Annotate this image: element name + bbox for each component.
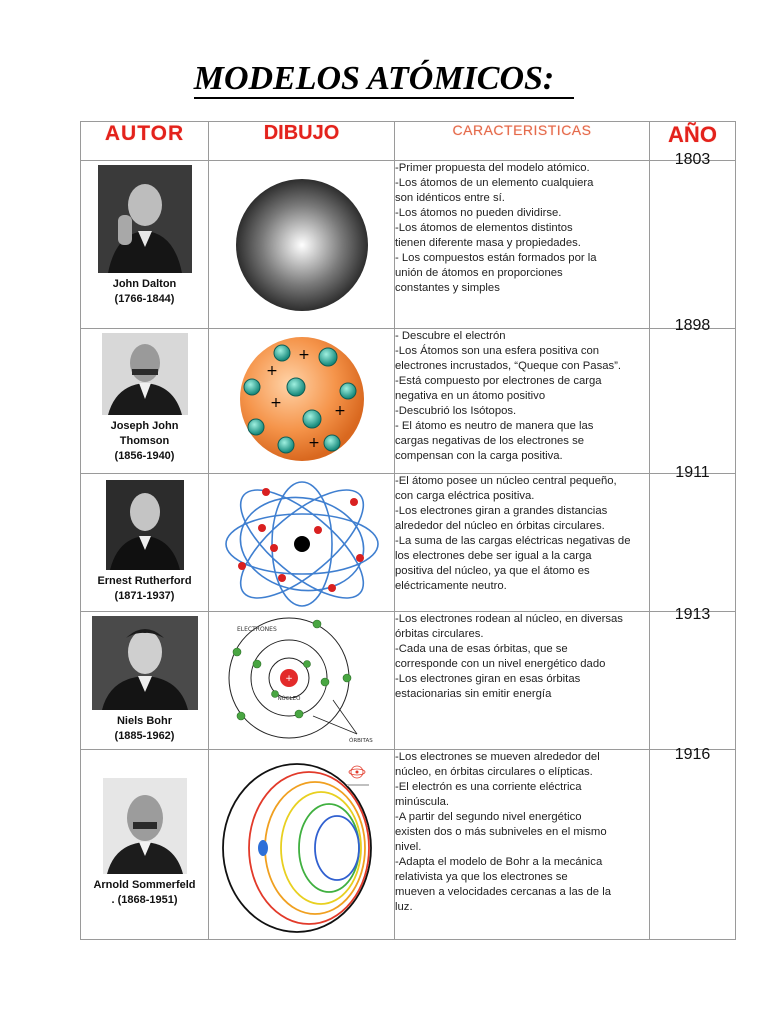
svg-text:+: + xyxy=(269,395,282,411)
bohr-model-icon xyxy=(217,616,387,746)
orbital-atom-icon xyxy=(222,478,382,608)
svg-text:+: + xyxy=(307,435,320,451)
table-row-thomson xyxy=(81,329,736,474)
rutherford-portrait xyxy=(106,480,184,570)
header-caracteristicas: CARACTERISTICAS xyxy=(395,122,650,161)
header-autor: AUTOR xyxy=(81,122,209,161)
dalton-portrait xyxy=(98,165,192,273)
header-anio: AÑO xyxy=(650,122,736,161)
plum-pudding-icon xyxy=(232,335,372,465)
bohr-drawing xyxy=(209,612,395,750)
elliptical-orbits-icon xyxy=(217,756,387,936)
characteristics-cell: -El átomo posee un núcleo central pequeño, con carga eléctrica positiva. -Los electrones giran a grandes distancias alrededor del núcleo en órbitas circulares. -La suma de las cargas eléctricas negativas de los electrones debe ser igual a la carga positiva del núcleo, ya que el átomo es eléctricamente neutro. xyxy=(395,474,650,612)
characteristics-cell: -Los electrones se mueven alrededor del núcleo, en órbitas circulares o elípticas. -El electrón es una corriente eléctrica minúscula. -A partir del segundo nivel energético existen dos o más subniveles en el mismo nivel. -Adapta el modelo de Bohr a la mecánica relativista ya que los electrones se mueven a velocidades cercanas a las de la luz. xyxy=(395,750,650,940)
table-row-bohr xyxy=(81,612,736,750)
svg-text:+: + xyxy=(333,403,346,419)
author-cell xyxy=(81,329,209,474)
table-row-sommerfeld xyxy=(81,750,736,940)
electrones-label: ELECTRONES xyxy=(236,626,277,633)
characteristics-cell: -Primer propuesta del modelo atómico. -Los átomos de un elemento cualquiera son idénticos entre sí. -Los átomos no pueden dividirse. -Los átomos de elementos distintos tienen diferente masa y propiedades. - Los compuestos están formados por la unión de átomos en proporciones constantes y simples xyxy=(395,161,650,329)
solid-sphere-icon xyxy=(232,175,372,315)
author-name: Niels Bohr (1885-1962) xyxy=(114,715,175,742)
author-cell xyxy=(81,161,209,329)
page-title-text: MODELOS ATÓMICOS: xyxy=(194,60,575,99)
atomic-models-table xyxy=(80,121,736,940)
thomson-portrait xyxy=(102,333,188,415)
year-cell: 1916 xyxy=(650,750,736,940)
year-cell: 1898 xyxy=(650,329,736,474)
characteristics-cell: - Descubre el electrón -Los Átomos son una esfera positiva con electrones incrustados, “Queque con Pasas”. -Está compuesto por electrones de carga negativa en un átomo positivo -Descubrió los Isótopos. - El átomo es neutro de manera que las cargas negativas de los electrones se compensan con la carga positiva. xyxy=(395,329,650,474)
author-cell xyxy=(81,474,209,612)
year-cell: 1803 xyxy=(650,161,736,329)
svg-text:+: + xyxy=(265,363,278,379)
table-row-rutherford xyxy=(81,474,736,612)
sommerfeld-drawing xyxy=(209,750,395,940)
table-row-dalton xyxy=(81,161,736,329)
bohr-portrait xyxy=(92,616,198,710)
thomson-drawing xyxy=(209,329,395,474)
author-name: Arnold Sommerfeld . (1868-1951) xyxy=(93,879,196,906)
header-dibujo: DIBUJO xyxy=(209,122,395,161)
author-cell xyxy=(81,612,209,750)
nucleo-label: NÚCLEO xyxy=(277,696,300,702)
svg-text:+: + xyxy=(297,347,310,363)
dalton-drawing xyxy=(209,161,395,329)
year-cell: 1911 xyxy=(650,474,736,612)
author-name: John Dalton (1766-1844) xyxy=(112,278,177,305)
author-name: Ernest Rutherford (1871-1937) xyxy=(97,575,192,602)
rutherford-drawing xyxy=(209,474,395,612)
sommerfeld-portrait xyxy=(103,778,187,874)
page-title xyxy=(0,60,768,98)
svg-text:+: + xyxy=(284,674,293,684)
year-cell: 1913 xyxy=(650,612,736,750)
characteristics-cell: -Los electrones rodean al núcleo, en diversas órbitas circulares. -Cada una de esas órbitas, que se corresponde con un nivel energético dado -Los electrones giran en esas órbitas estacionarias sin emitir energía xyxy=(395,612,650,750)
header-row xyxy=(81,122,736,161)
author-cell xyxy=(81,750,209,940)
author-name: Joseph John Thomson (1856-1940) xyxy=(110,420,179,462)
orbitas-label: ÓRBITAS xyxy=(348,738,373,744)
mini-atom-icon xyxy=(349,766,365,778)
